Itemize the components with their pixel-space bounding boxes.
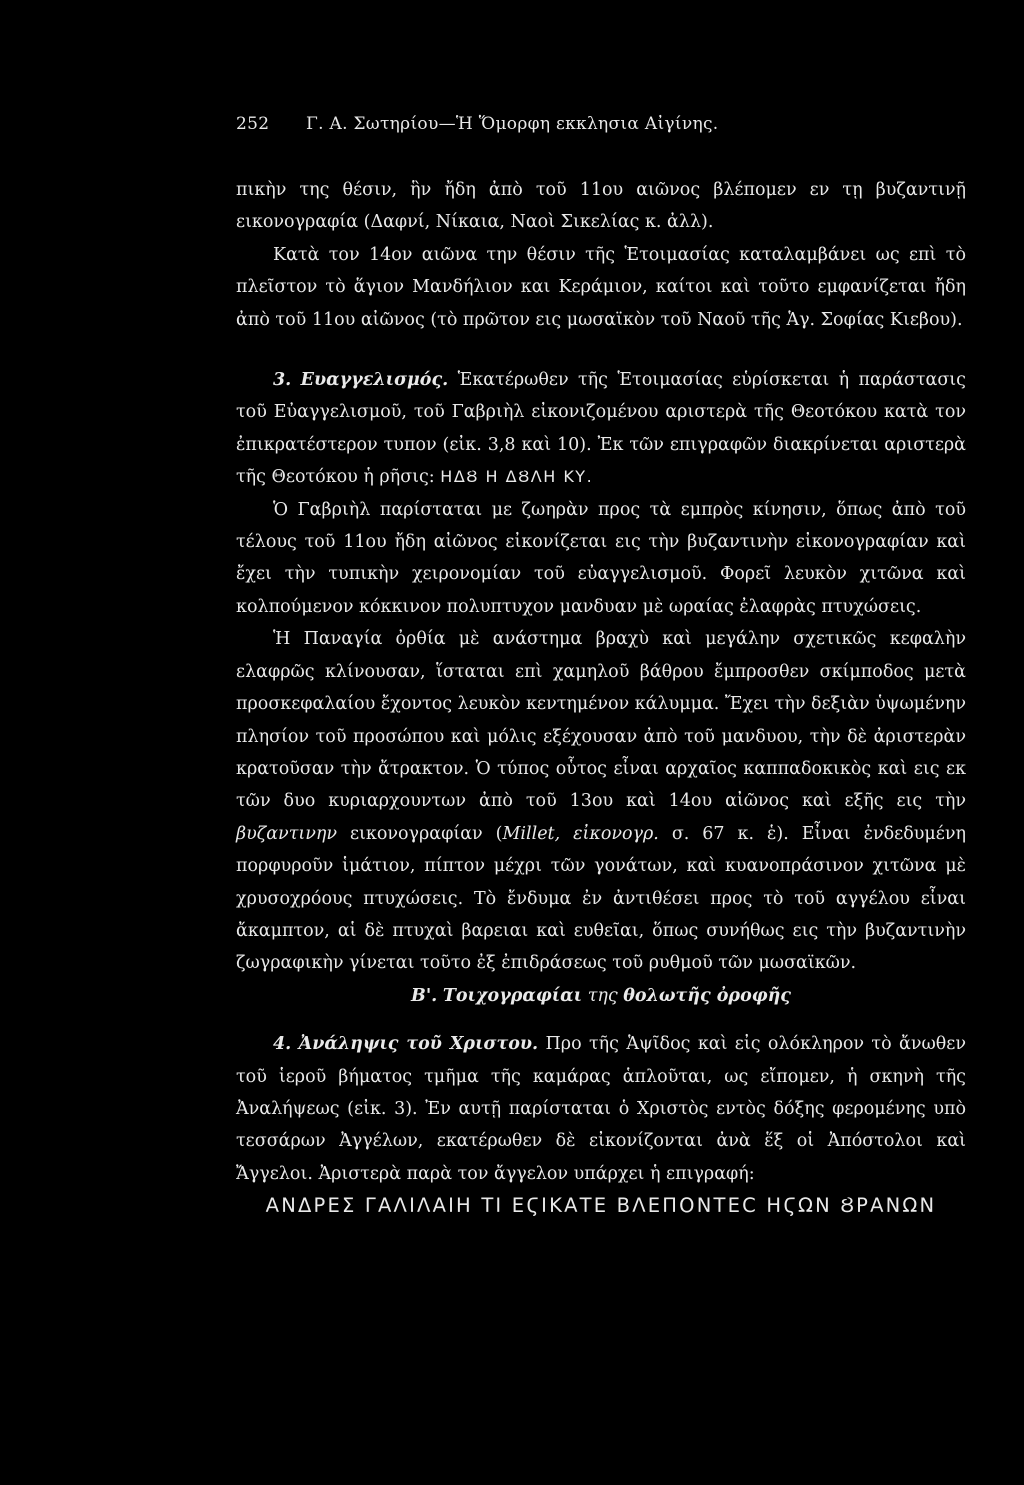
section-b-number: Β'. bbox=[411, 985, 438, 1006]
millet-reference: Millet, εἰκονογρ. bbox=[502, 823, 659, 844]
paragraph-continuation: πικὴν της θέσιν, ἣν ἤδη ἀπὸ τοῦ 11ου αιῶνος βλέπομεν εν τῃ βυζαντινῇ εικονογραφία (Δαφνί, Νίκαια, Ναοὶ Σικελίας κ. ἀλλ). bbox=[236, 180, 966, 233]
running-title: Γ. Α. Σωτηρίου—Ἡ Ὅμορφη εκκλησια Αἰγίνης. bbox=[306, 114, 719, 134]
inscription-annunciation: ΗΔȢ Η ΔȢΛΗ ΚΥ. bbox=[440, 467, 594, 487]
section-3-title: Ευαγγελισμός. bbox=[300, 370, 449, 391]
section-3-number: 3. bbox=[273, 370, 292, 391]
section-b-heading bbox=[236, 980, 966, 1012]
section-gap bbox=[236, 336, 966, 364]
section-4-title: Ἀνάληψις τοῦ Χριστου. bbox=[298, 1034, 539, 1055]
section-b-title: Τοιχογραφίαι bbox=[442, 985, 583, 1006]
paragraph-panagia bbox=[236, 623, 966, 979]
panagia-end: σ. 67 κ. ἑ). Εἶναι ἐνδεδυμένη πορφυροῦν ἱμάτιον, πίπτον μέχρι τῶν γονάτων, καὶ κυανοπράσινον χιτῶνα μὲ χρυσοχρόους πτυχώσεις. Τὸ ἔνδυμα ἐν ἀντιθέσει προς τὸ τοῦ αγγέλου εἶναι ἄκαμπτον, αἱ δὲ πτυχαὶ βαρειαι καὶ ευθεῖαι, ὅπως συνήθως εις τὴν βυζαντινὴν ζωγραφικὴν γίνεται τοῦτο ἐξ ἐπιδράσεως τοῦ ρυθμοῦ τῶν μωσαϊκῶν. bbox=[236, 823, 966, 974]
section-b-article: της bbox=[587, 985, 618, 1006]
panagia-italic: βυζαντινην bbox=[236, 823, 338, 844]
page-number: 252 bbox=[236, 114, 270, 134]
paragraph-gabriel: Ὁ Γαβριὴλ παρίσταται με ζωηρὰν προς τὰ εμπρὸς κίνησιν, ὅπως ἀπὸ τοῦ τέλους τοῦ 11ου ἤδη αἰῶνος εἰκονίζεται εις τὴν βυζαντινὴν εἰκονογραφίαν καὶ ἔχει τὴν τυπικὴν χειρονομίαν τοῦ εὐαγγελισμοῦ. Φορεῖ λευκὸν χιτῶνα καὶ κολπούμενον κόκκινον πολυπτυχον μανδυαν μὲ ωραίας ἐλαφρὰς πτυχώσεις. bbox=[236, 499, 966, 617]
paragraph-evangelismos bbox=[236, 364, 966, 494]
section-4-number: 4. bbox=[273, 1034, 292, 1055]
panagia-mid: εικονογραφίαν ( bbox=[349, 823, 503, 844]
panagia-text: Ἡ Παναγία ὀρθία μὲ ανάστημα βραχὺ καὶ μεγάλην σχετικῶς κεφαλὴν ελαφρῶς κλίνουσαν, ἵσταται επὶ χαμηλοῦ βάθρου ἔμπροσθεν σκίμποδος μετὰ προσκεφαλαίου ἔχοντος λευκὸν κεντημένον κάλυμμα. Ἔχει τὴν δεξιὰν ὑψωμένην πλησίον τοῦ προσώπου καὶ μόλις εξέχουσαν ἀπὸ τοῦ μανδυου, τὴν δὲ ἀριστερὰν κρατοῦσαν τὴν ἄτρακτον. Ὁ τύπος οὗτος εἶναι αρχαῖος καππαδοκικὸς καὶ εις εκ τῶν δυο κυριαρχουντων ἀπὸ τοῦ 13ου καὶ 14ου αἰῶνος καὶ εξῆς εις τὴν bbox=[236, 629, 966, 812]
section-4-text: Προ τῆς Ἁψῖδος καὶ εἰς ολόκληρον τὸ ἄνωθεν τοῦ ἱεροῦ βήματος τμῆμα τῆς καμάρας ἁπλοῦται, ως εἴπομεν, ἡ σκηνὴ τῆς Ἀναλήψεως (εἰκ. 3). Ἐν αυτῇ παρίσταται ὁ Χριστὸς εντὸς δόξης φερομένης υπὸ τεσσάρων Ἀγγέλων, εκατέρωθεν δὲ εἰκονίζονται ἀνὰ ἕξ οἱ Ἀπόστολοι καὶ Ἄγγελοι. Ἀριστερὰ παρὰ τον ἄγγελον υπάρχει ἡ επιγραφή: bbox=[236, 1034, 966, 1184]
section-b-subject: θολωτῆς ὀροφῆς bbox=[623, 985, 791, 1006]
page-body bbox=[236, 174, 966, 1223]
paragraph-mandylion: Κατὰ τον 14ον αιῶνα την θέσιν τῆς Ἑτοιμασίας καταλαμβάνει ως επὶ τὸ πλεῖστον τὸ ἅγιον Μανδήλιον και Κεράμιον, καίτοι καὶ τοῦτο εμφανίζεται ἤδη ἀπὸ τοῦ 11ου αἰῶνος (τὸ πρῶτον εις μωσαϊκὸν τοῦ Ναοῦ τῆς Ἁγ. Σοφίας Κιεβου). bbox=[236, 244, 966, 330]
paragraph-analepsis bbox=[236, 1028, 966, 1190]
section-3-text: Ἑκατέρωθεν τῆς Ἑτοιμασίας εὑρίσκεται ἡ παράστασις τοῦ Εὐαγγελισμοῦ, τοῦ Γαβριὴλ εἰκονιζομένου αριστερὰ τῆς Θεοτόκου κατὰ τον ἐπικρατέστερον τυπον (εἰκ. 3,8 καὶ 10). Ἐκ τῶν επιγραφῶν διακρίνεται αριστερὰ τῆς Θεοτόκου ἡ ρῆσις: bbox=[236, 370, 966, 488]
inscription-ascension: ΑΝΔΡΕΣ ΓΑΛΙΛΑΙΗ ΤΙ ΕϚΙΚΑΤΕ ΒΛΕΠΟΝΤΕC ΗϚΩΝ ȢΡΑΝΩΝ bbox=[265, 1194, 937, 1218]
